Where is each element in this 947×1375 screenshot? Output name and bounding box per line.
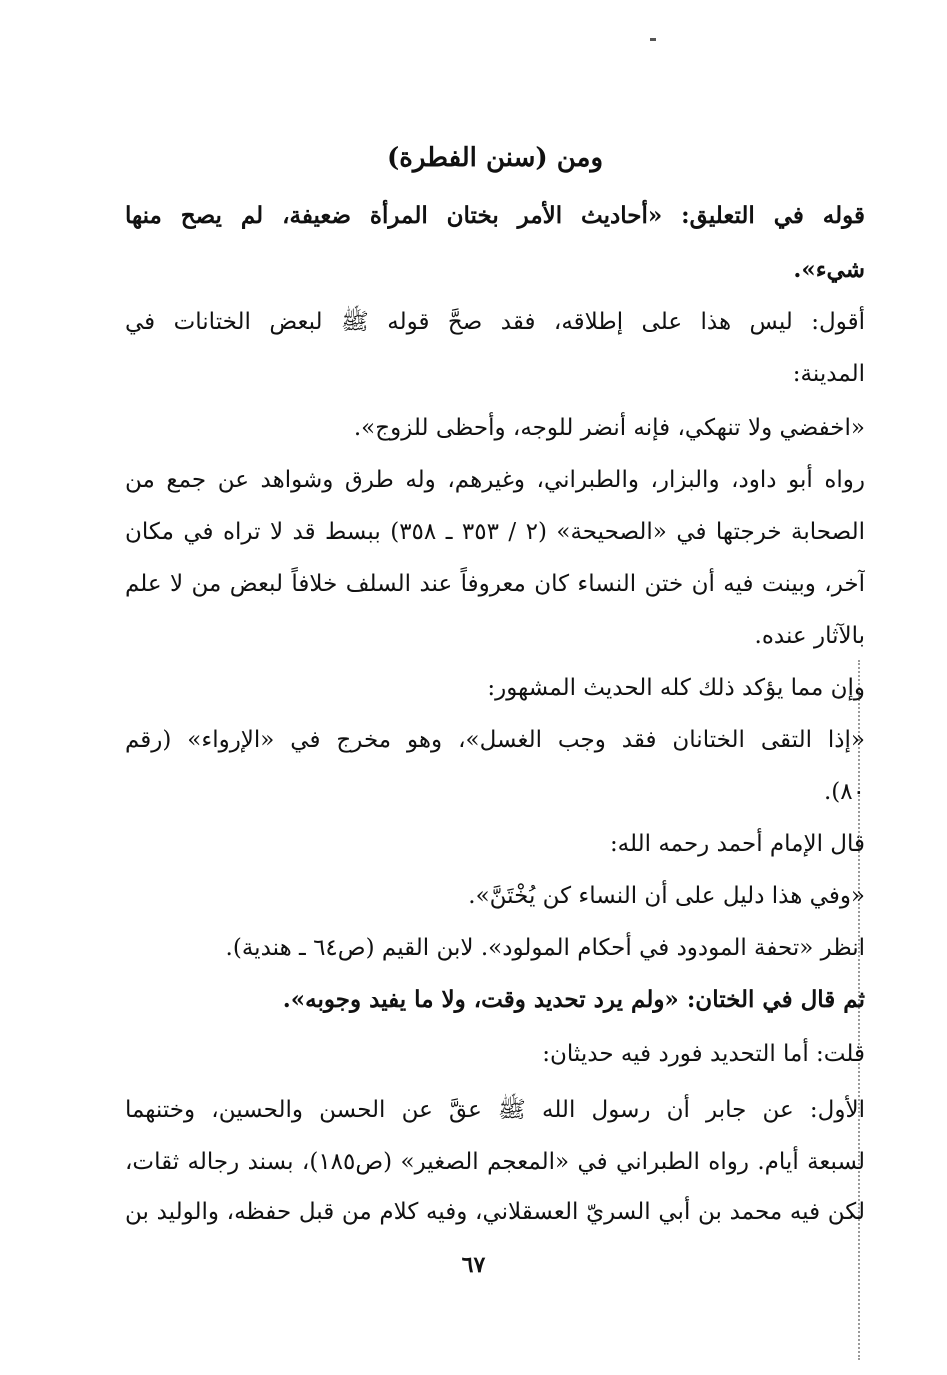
paragraph-line-1: قوله في التعليق: «أحاديث الأمر بختان المرأة ضعيفة، لم يصح منها	[125, 202, 865, 229]
paragraph-line-8: آخر، وبينت فيه أن ختن النساء كان معروفاً عند السلف خلافاً لبعض من لا علم	[125, 571, 865, 597]
section-title: ومن (سنن الفطرة)	[387, 143, 603, 173]
paragraph-line-17: قلت: أما التحديد فورد فيه حديثان:	[542, 1041, 865, 1067]
paragraph-line-10: وإن مما يؤكد ذلك كله الحديث المشهور:	[487, 675, 865, 701]
hadith-quote-2: «إذا التقى الختانان فقد وجب الغسل»، وهو مخرج في «الإرواء» (رقم	[125, 727, 865, 753]
paragraph-line-13: قال الإمام أحمد رحمه الله:	[609, 831, 865, 857]
paragraph-line-4: المدينة:	[792, 361, 865, 387]
paragraph-line-12: ٨٠).	[823, 779, 865, 805]
paragraph-line-7: الصحابة خرجتها في «الصحيحة» (٢ / ٣٥٣ ـ ٣٥٨) ببسط قد لا تراه في مكان	[125, 519, 865, 545]
paragraph-line-18: الأول: عن جابر أن رسول الله ﷺ عقَّ عن الحسن والحسين، وختنهما	[125, 1097, 865, 1123]
commentary-quote: ثم قال في الختان: «ولم يرد تحديد وقت، ولا ما يفيد وجوبه».	[282, 986, 865, 1013]
paragraph-line-3: أقول: ليس هذا على إطلاقه، فقد صحَّ قوله ﷺ لبعض الختانات في	[125, 309, 865, 335]
ahmad-quote: «وفي هذا دليل على أن النساء كن يُخْتَنَّ».	[468, 883, 865, 909]
reference-line: انظر «تحفة المودود في أحكام المولود». لابن القيم (ص٦٤ ـ هندية).	[225, 935, 865, 961]
paragraph-line-9: بالآثار عنده.	[754, 623, 865, 649]
paragraph-line-19: لسبعة أيام. رواه الطبراني في «المعجم الصغير» (ص١٨٥)، بسند رجاله ثقات،	[125, 1149, 865, 1175]
hadith-quote-1: «اخفضي ولا تنهكي، فإنه أنضر للوجه، وأحظى للزوج».	[353, 415, 865, 441]
paragraph-line-20: لكن فيه محمد بن أبي السريّ العسقلاني، وفيه كلام من قبل حفظه، والوليد بن	[125, 1199, 865, 1225]
paragraph-line-6: رواه أبو داود، والبزار، والطبراني، وغيرهم، وله طرق وشواهد عن جمع من	[125, 467, 865, 493]
page-number: ٦٧	[461, 1252, 486, 1278]
paragraph-line-2: شيء».	[793, 256, 865, 283]
scan-mark	[650, 38, 656, 41]
